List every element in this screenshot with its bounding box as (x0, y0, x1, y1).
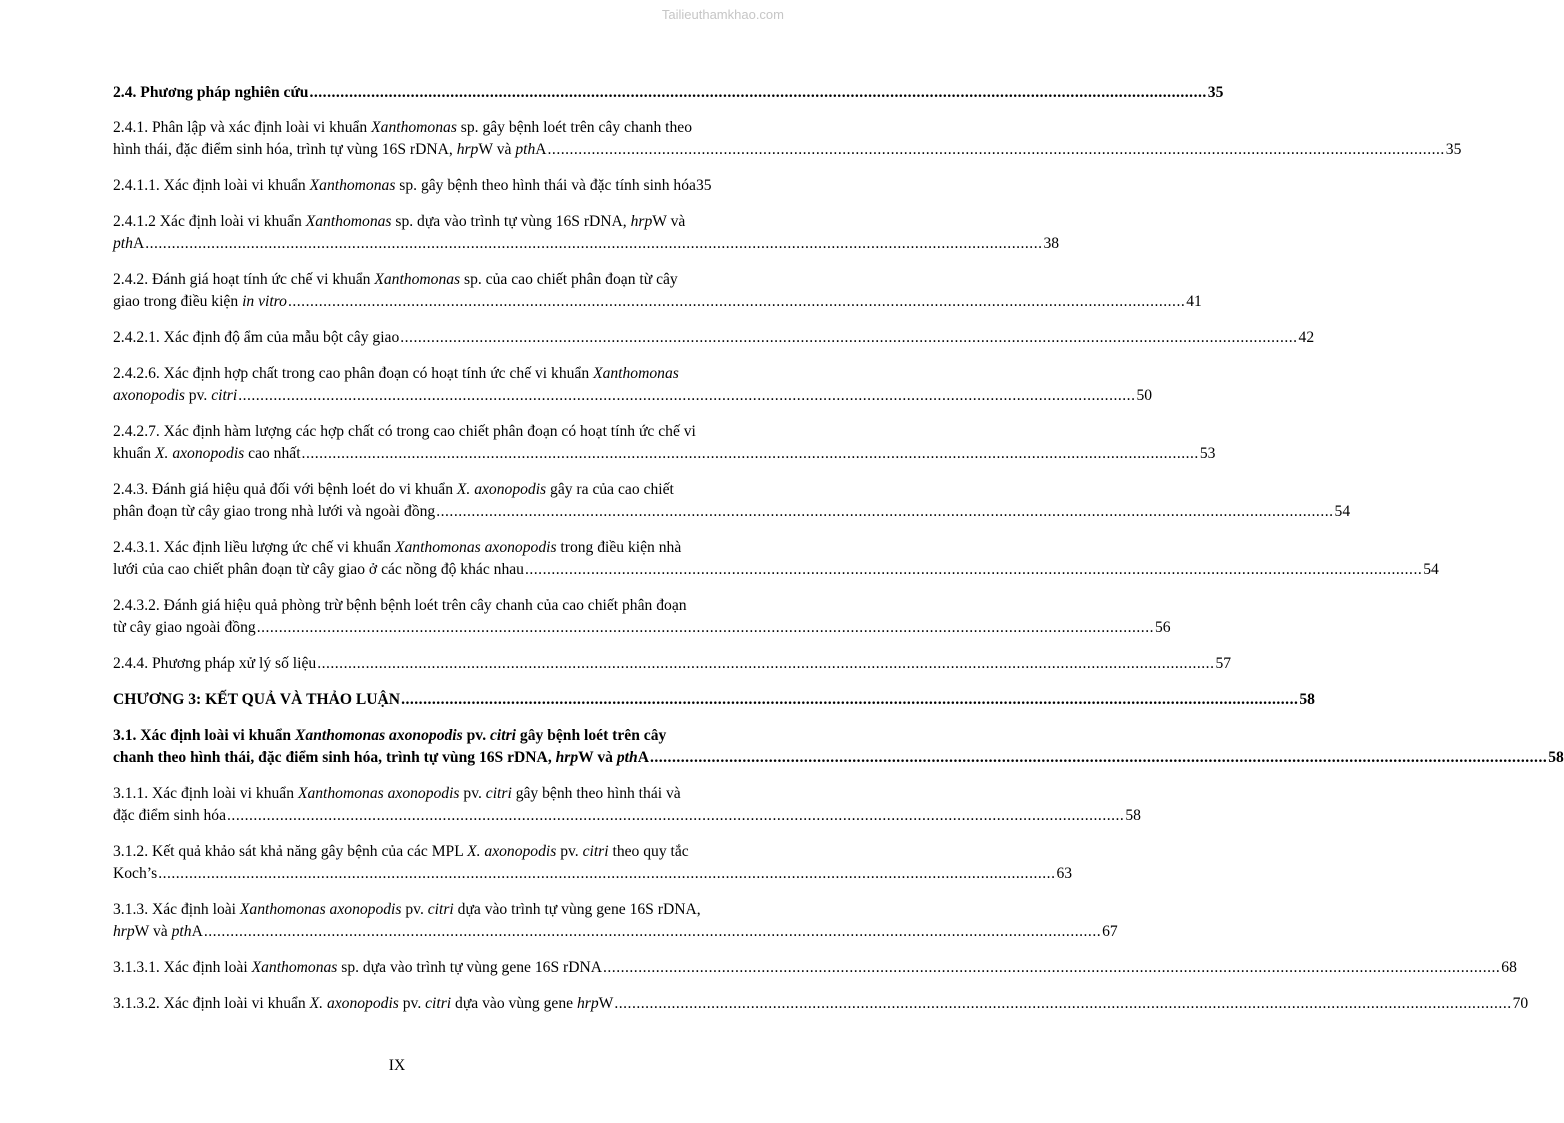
toc-entry[interactable] (113, 689, 1315, 711)
entry-line: 2.4.2.6. Xác định hợp chất trong cao phân đoạn có hoạt tính ức chế vi khuẩn Xanthomonas (113, 365, 679, 382)
entry-page: 56 (1154, 619, 1171, 636)
page-number: IX (388, 1057, 406, 1074)
table-of-contents (113, 82, 1564, 1015)
leader-dots: ............................................................................................................................................................................................................ (649, 749, 1548, 766)
toc-entry[interactable]: 2.4.2.6. Xác định hợp chất trong cao phân đoạn có hoạt tính ức chế vi khuẩn Xanthomonas axonopodis pv. citri ............................................................................................................................................................................................................ 50 (113, 363, 765, 407)
leader-dots: ............................................................................................................................................................................................................ (603, 959, 1501, 976)
entry-line: 2.4.1.2 Xác định loài vi khuẩn Xanthomonas sp. dựa vào trình tự vùng 16S rDNA, hrpW và (113, 213, 686, 230)
toc-entry[interactable] (113, 82, 1224, 104)
toc-entry[interactable]: 2.4.3.2. Đánh giá hiệu quả phòng trừ bệnh bệnh loét trên cây chanh của cao chiết phân đoạn từ cây giao ngoài đồng ............................................................................................................................................................................................................ 56 (113, 595, 765, 639)
entry-page: 57 (1215, 655, 1232, 672)
entry-line: 3.1.1. Xác định loài vi khuẩn Xanthomonas axonopodis pv. citri gây bệnh theo hình thái và (113, 785, 681, 802)
entry-page: 68 (1501, 959, 1517, 976)
leader-dots: ............................................................................................................................................................................................................ (145, 235, 1043, 252)
entry-page: 42 (1298, 329, 1315, 346)
entry-line: 2.4.3.2. Đánh giá hiệu quả phòng trừ bệnh bệnh loét trên cây chanh của cao chiết phân đoạn (113, 597, 687, 614)
entry-page: 63 (1056, 865, 1073, 882)
entry-page: 35 (1207, 84, 1224, 101)
leader-dots: ............................................................................................................................................................................................................ (301, 445, 1199, 462)
leader-dots: ............................................................................................................................................................................................................ (309, 84, 1207, 101)
toc-entry[interactable]: 3.1.3.2. Xác định loài vi khuẩn X. axonopodis pv. citri dựa vào vùng gene hrpW ............................................................................................................................................................................................................ 70 (113, 993, 765, 1015)
leader-dots: ............................................................................................................................................................................................................ (317, 655, 1215, 672)
leader-dots: ............................................................................................................................................................................................................ (238, 387, 1136, 404)
leader-dots: ............................................................................................................................................................................................................ (436, 503, 1334, 520)
leader-dots: ............................................................................................................................................................................................................ (547, 141, 1445, 158)
leader-dots: ............................................................................................................................................................................................................ (614, 995, 1512, 1012)
leader-dots: ............................................................................................................................................................................................................ (401, 691, 1299, 708)
entry-line: 3.1.3. Xác định loài Xanthomonas axonopodis pv. citri dựa vào trình tự vùng gene 16S rDNA, (113, 901, 701, 918)
entry-page: 41 (1186, 293, 1202, 310)
leader-dots: ............................................................................................................................................................................................................ (287, 293, 1186, 310)
entry-line: 2.4.3. Đánh giá hiệu quả đối với bệnh loét do vi khuẩn X. axonopodis gây ra của cao chiết (113, 481, 674, 498)
entry-line: 2.4.1. Phân lập và xác định loài vi khuẩn Xanthomonas sp. gây bệnh loét trên cây chanh theo (113, 119, 693, 136)
toc-entry[interactable]: 3.1. Xác định loài vi khuẩn Xanthomonas axonopodis pv. citri gây bệnh loét trên cây chanh theo hình thái, đặc điểm sinh hóa, trình tự vùng 16S rDNA, hrpW và pthA ............................................................................................................................................................................................................ 58 (113, 725, 765, 769)
entry-line: 3.1. Xác định loài vi khuẩn Xanthomonas axonopodis pv. citri gây bệnh loét trên cây (113, 727, 667, 744)
watermark: Tailieuthamkhao.com (661, 7, 784, 22)
entry-page: 54 (1334, 503, 1351, 520)
entry-line: 2.4.2.7. Xác định hàm lượng các hợp chất có trong cao chiết phân đoạn có hoạt tính ức chế vi (113, 423, 696, 440)
toc-entry[interactable]: 2.4.1. Phân lập và xác định loài vi khuẩn Xanthomonas sp. gây bệnh loét trên cây chanh theo hình thái, đặc điểm sinh hóa, trình tự vùng 16S rDNA, hrpW và pthA ............................................................................................................................................................................................................ 35 (113, 117, 765, 161)
entry-title: CHƯƠNG 3: KẾT QUẢ VÀ THẢO LUẬN (113, 691, 401, 708)
toc-entry[interactable]: 2.4.2. Đánh giá hoạt tính ức chế vi khuẩn Xanthomonas sp. của cao chiết phân đoạn từ cây giao trong điều kiện in vitro ............................................................................................................................................................................................................ 41 (113, 269, 765, 313)
toc-entry[interactable]: 2.4.2.7. Xác định hàm lượng các hợp chất có trong cao chiết phân đoạn có hoạt tính ức chế vi khuẩn X. axonopodis cao nhất ............................................................................................................................................................................................................ 53 (113, 421, 765, 465)
entry-page: 67 (1102, 923, 1118, 940)
toc-entry[interactable]: 3.1.1. Xác định loài vi khuẩn Xanthomonas axonopodis pv. citri gây bệnh theo hình thái và đặc điểm sinh hóa ............................................................................................................................................................................................................ 58 (113, 783, 765, 827)
toc-entry[interactable] (113, 175, 765, 197)
entry-title: 2.4. Phương pháp nghiên cứu (113, 84, 309, 101)
entry-page: 58 (1125, 807, 1141, 824)
leader-dots: ............................................................................................................................................................................................................ (203, 923, 1102, 940)
entry-page: 35 (695, 177, 712, 194)
toc-entry[interactable]: 2.4.3.1. Xác định liều lượng ức chế vi khuẩn Xanthomonas axonopodis trong điều kiện nhà lưới của cao chiết phân đoạn từ cây giao ở các nồng độ khác nhau ............................................................................................................................................................................................................ 54 (113, 537, 765, 581)
entry-page: 50 (1136, 387, 1153, 404)
toc-entry[interactable]: 2.4.1.2 Xác định loài vi khuẩn Xanthomonas sp. dựa vào trình tự vùng 16S rDNA, hrpW và pthA ............................................................................................................................................................................................................ 38 (113, 211, 765, 255)
entry-page: 38 (1043, 235, 1060, 252)
toc-entry[interactable]: 2.4.3. Đánh giá hiệu quả đối với bệnh loét do vi khuẩn X. axonopodis gây ra của cao chiết phân đoạn từ cây giao trong nhà lưới và ngoài đồng ............................................................................................................................................................................................................ 54 (113, 479, 765, 523)
leader-dots: ............................................................................................................................................................................................................ (524, 561, 1423, 578)
leader-dots: ............................................................................................................................................................................................................ (400, 329, 1298, 346)
toc-entry[interactable]: 3.1.3. Xác định loài Xanthomonas axonopodis pv. citri dựa vào trình tự vùng gene 16S rDNA, hrpW và pthA ............................................................................................................................................................................................................ 67 (113, 899, 765, 943)
toc-entry[interactable]: 2.4.4. Phương pháp xử lý số liệu ............................................................................................................................................................................................................ 57 (113, 653, 765, 675)
leader-dots: ............................................................................................................................................................................................................ (227, 807, 1125, 824)
entry-line: 2.4.1.1. Xác định loài vi khuẩn Xanthomonas sp. gây bệnh theo hình thái và đặc tính sinh hóa35 (113, 177, 712, 194)
entry-page: 54 (1423, 561, 1439, 578)
entry-page: 70 (1512, 995, 1529, 1012)
entry-line: 2.4.2. Đánh giá hoạt tính ức chế vi khuẩn Xanthomonas sp. của cao chiết phân đoạn từ cây (113, 271, 678, 288)
entry-line: 2.4.3.1. Xác định liều lượng ức chế vi khuẩn Xanthomonas axonopodis trong điều kiện nhà (113, 539, 682, 556)
entry-page: 35 (1445, 141, 1462, 158)
entry-page: 53 (1199, 445, 1216, 462)
entry-page: 58 (1548, 749, 1564, 766)
toc-entry[interactable]: 3.1.3.1. Xác định loài Xanthomonas sp. dựa vào trình tự vùng gene 16S rDNA ............................................................................................................................................................................................................ 68 (113, 957, 765, 979)
entry-line: 3.1.2. Kết quả khảo sát khả năng gây bệnh của các MPL X. axonopodis pv. citri theo quy tắc (113, 843, 689, 860)
leader-dots: ............................................................................................................................................................................................................ (158, 865, 1056, 882)
toc-entry[interactable]: 2.4.2.1. Xác định độ ẩm của mẫu bột cây giao ............................................................................................................................................................................................................ 42 (113, 327, 765, 349)
leader-dots: ............................................................................................................................................................................................................ (256, 619, 1154, 636)
toc-entry[interactable]: 3.1.2. Kết quả khảo sát khả năng gây bệnh của các MPL X. axonopodis pv. citri theo quy tắc Koch’s ............................................................................................................................................................................................................ 63 (113, 841, 765, 885)
entry-page: 58 (1299, 691, 1315, 708)
